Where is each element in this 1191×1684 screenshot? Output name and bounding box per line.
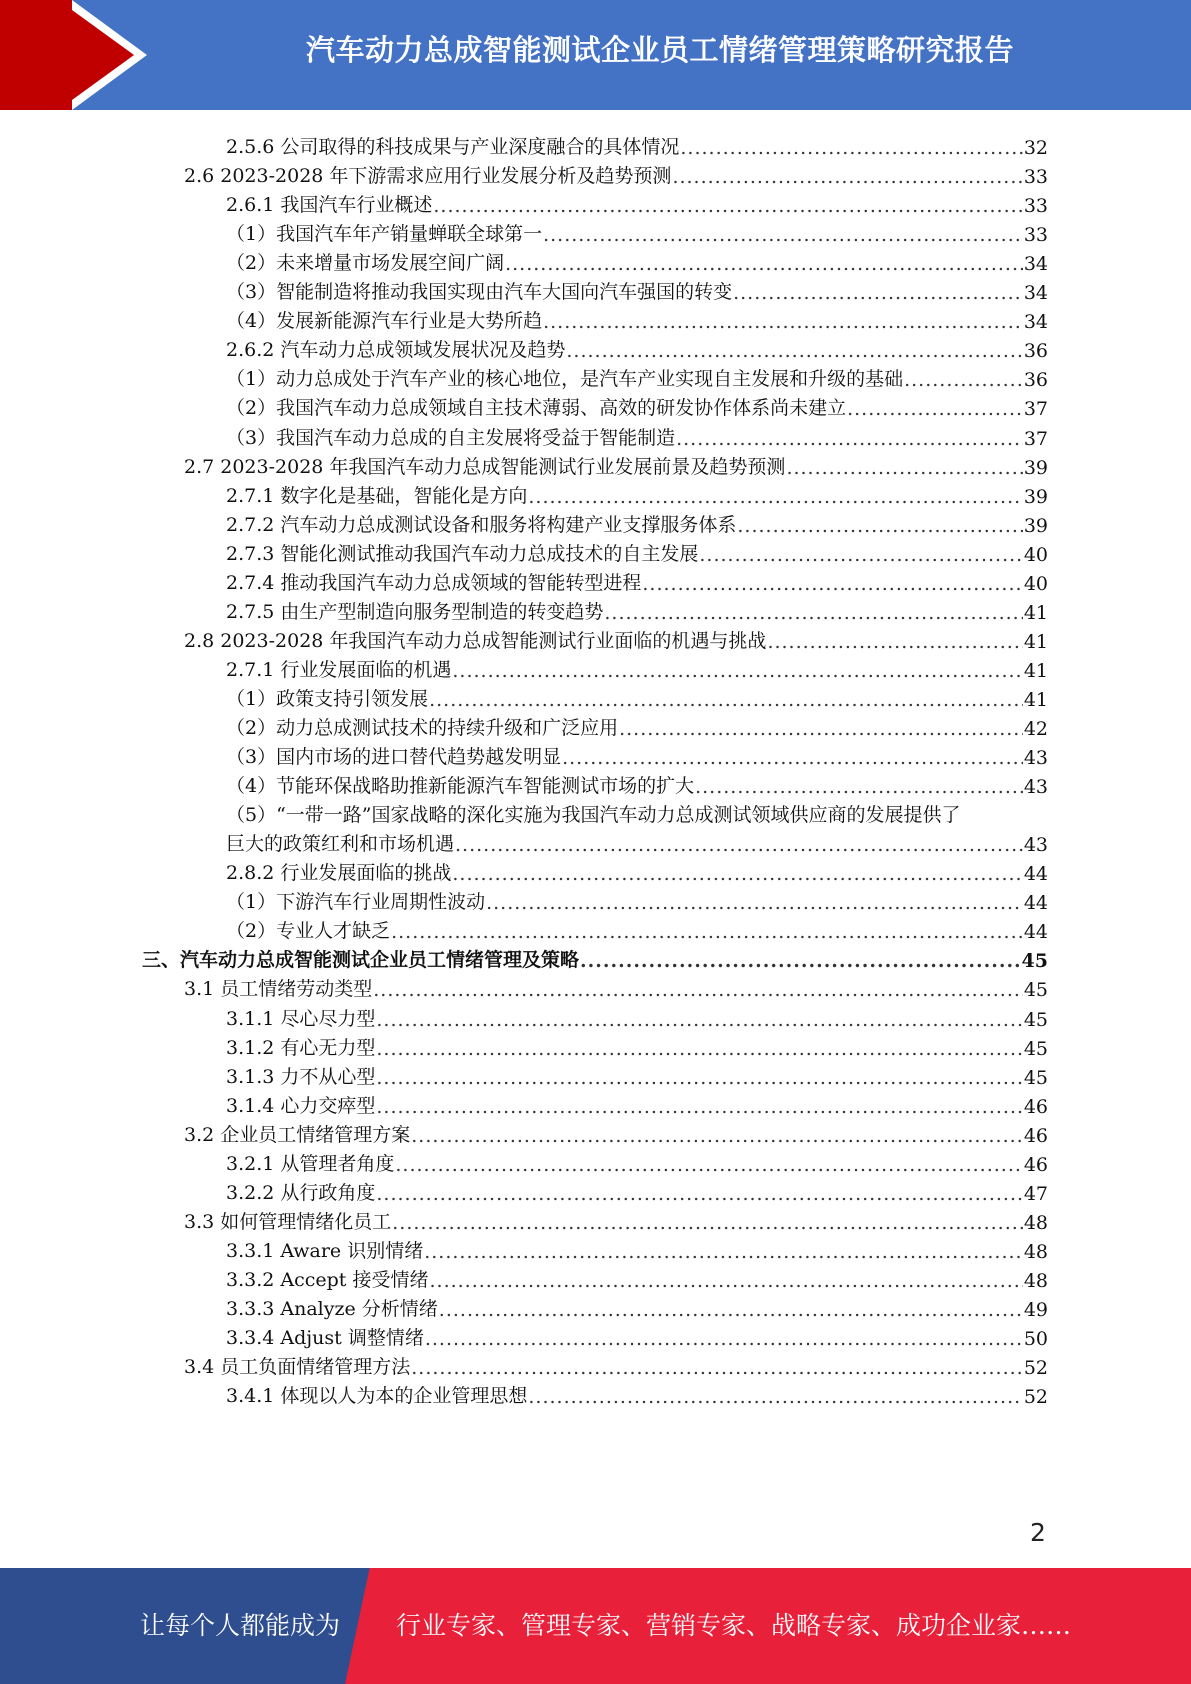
toc-entry[interactable] bbox=[226, 825, 1048, 856]
toc-entry[interactable] bbox=[184, 1116, 1048, 1147]
toc-entry-title: 2.7.2 汽车动力总成测试设备和服务将构建产业支撑服务体系 bbox=[226, 513, 737, 536]
toc-entry-title: 3.4.1 体现以人为本的企业管理思想 bbox=[226, 1385, 528, 1408]
toc-entry-page: 46 bbox=[1023, 1095, 1048, 1118]
toc-entry[interactable] bbox=[226, 273, 1048, 304]
toc-entry-title: 2.5.6 公司取得的科技成果与产业深度融合的具体情况 bbox=[226, 136, 680, 158]
toc-entry-title: 3.2 企业员工情绪管理方案 bbox=[184, 1123, 411, 1146]
toc-dot-leader bbox=[391, 921, 1023, 943]
toc-dot-leader bbox=[528, 486, 1022, 508]
toc-entry-page: 48 bbox=[1023, 1211, 1048, 1234]
toc-entry[interactable] bbox=[226, 302, 1048, 333]
footer-slogan-right: 行业专家、管理专家、营销专家、战略专家、成功企业家…… bbox=[396, 1611, 1072, 1640]
toc-entry[interactable] bbox=[226, 331, 1048, 362]
toc-dot-leader bbox=[424, 1241, 1023, 1263]
toc-dot-leader bbox=[376, 1038, 1022, 1060]
toc-entry-title: 2.7 2023-2028 年我国汽车动力总成智能测试行业发展前景及趋势预测 bbox=[184, 455, 786, 478]
toc-dot-leader bbox=[395, 1154, 1022, 1176]
toc-entry-page: 37 bbox=[1023, 427, 1048, 450]
toc-dot-leader bbox=[392, 1212, 1023, 1234]
toc-dot-leader bbox=[486, 892, 1023, 914]
toc-entry[interactable] bbox=[226, 535, 1048, 566]
toc-entry-title: 2.7.4 推动我国汽车动力总成领域的智能转型进程 bbox=[226, 571, 642, 594]
toc-entry-page: 36 bbox=[1023, 340, 1048, 363]
toc-entry[interactable] bbox=[226, 128, 1048, 159]
toc-entry-title: （3）国内市场的进口替代趋势越发明显 bbox=[226, 746, 562, 769]
toc-entry-title: 3.3.1 Aware 识别情绪 bbox=[226, 1239, 424, 1262]
toc-entry[interactable] bbox=[226, 680, 1048, 711]
toc-dot-leader bbox=[566, 340, 1022, 362]
toc-entry-title: 3.3.2 Accept 接受情绪 bbox=[226, 1268, 429, 1291]
toc-entry-title: 2.7.1 数字化是基础，智能化是方向 bbox=[226, 484, 528, 507]
toc-entry-title: （2）动力总成测试技术的持续升级和广泛应用 bbox=[226, 717, 619, 739]
toc-dot-leader bbox=[505, 253, 1023, 275]
toc-dot-leader bbox=[376, 1183, 1022, 1205]
toc-dot-leader bbox=[904, 369, 1023, 391]
toc-entry-title: 3.2.1 从管理者角度 bbox=[226, 1152, 395, 1175]
toc-entry-page: 34 bbox=[1023, 282, 1048, 305]
toc-entry[interactable] bbox=[226, 1290, 1048, 1321]
toc-entry[interactable] bbox=[184, 448, 1048, 479]
toc-entry-title: （1）动力总成处于汽车产业的核心地位，是汽车产业实现自主发展和升级的基础 bbox=[226, 368, 904, 391]
report-title: 汽车动力总成智能测试企业员工情绪管理策略研究报告 bbox=[305, 33, 1014, 67]
toc-dot-leader bbox=[699, 544, 1022, 566]
toc-entry-page: 49 bbox=[1023, 1299, 1048, 1321]
toc-entry-page: 43 bbox=[1023, 776, 1048, 799]
toc-entry[interactable] bbox=[226, 709, 1048, 740]
toc-dot-leader bbox=[676, 428, 1023, 450]
toc-entry-title: （5）“一带一路”国家战略的深化实施为我国汽车动力总成测试领域供应商的发展提供了 bbox=[226, 804, 961, 827]
toc-entry-title: （2）未来增量市场发展空间广阔 bbox=[226, 252, 505, 275]
toc-dot-leader bbox=[452, 660, 1022, 682]
toc-entry-page: 52 bbox=[1023, 1386, 1048, 1409]
toc-entry-title: 2.6.2 汽车动力总成领域发展状况及趋势 bbox=[226, 339, 566, 362]
toc-entry[interactable] bbox=[226, 244, 1048, 275]
toc-entry-page: 46 bbox=[1023, 1124, 1048, 1147]
toc-entry[interactable] bbox=[226, 651, 1048, 682]
toc-entry-page: 44 bbox=[1023, 892, 1048, 915]
toc-dot-leader bbox=[847, 398, 1023, 420]
toc-entry[interactable] bbox=[226, 186, 1048, 217]
toc-dot-leader bbox=[455, 834, 1023, 856]
toc-entry-page: 32 bbox=[1023, 137, 1048, 159]
toc-entry-page: 45 bbox=[1021, 950, 1048, 973]
toc-dot-leader bbox=[411, 1125, 1023, 1147]
toc-dot-leader bbox=[543, 311, 1023, 333]
toc-dot-leader bbox=[680, 137, 1022, 159]
toc-dot-leader bbox=[433, 195, 1022, 217]
toc-entry[interactable] bbox=[226, 1087, 1048, 1118]
toc-entry-page: 50 bbox=[1023, 1328, 1048, 1351]
toc-entry-page: 48 bbox=[1023, 1269, 1048, 1292]
toc-entry[interactable] bbox=[226, 1174, 1048, 1205]
toc-dot-leader bbox=[562, 747, 1023, 769]
toc-entry-page: 39 bbox=[1023, 456, 1048, 479]
toc-entry-page: 40 bbox=[1023, 543, 1048, 566]
toc-entry-page: 43 bbox=[1023, 747, 1048, 770]
toc-dot-leader bbox=[642, 573, 1022, 595]
toc-entry[interactable] bbox=[226, 1058, 1048, 1089]
toc-entry-title: （1）政策支持引领发展 bbox=[226, 687, 429, 710]
toc-entry-page: 46 bbox=[1023, 1153, 1048, 1176]
toc-dot-leader bbox=[411, 1357, 1023, 1379]
toc-entry-page: 41 bbox=[1023, 630, 1048, 653]
toc-dot-leader bbox=[604, 602, 1022, 624]
toc-entry-page: 44 bbox=[1023, 921, 1048, 944]
toc-entry-page: 47 bbox=[1023, 1182, 1048, 1205]
toc-entry[interactable] bbox=[226, 215, 1048, 246]
toc-entry-page: 36 bbox=[1023, 369, 1048, 392]
toc-dot-leader bbox=[695, 776, 1023, 798]
header-chevron-red bbox=[72, 10, 134, 100]
toc-entry-title: （2）专业人才缺乏 bbox=[226, 920, 391, 943]
toc-entry[interactable] bbox=[226, 564, 1048, 595]
toc-entry-title: （3）我国汽车动力总成的自主发展将受益于智能制造 bbox=[226, 426, 676, 449]
toc-entry[interactable] bbox=[226, 1029, 1048, 1060]
toc-entry[interactable] bbox=[184, 1203, 1048, 1234]
toc-entry-title: 3.1.2 有心无力型 bbox=[226, 1036, 376, 1059]
toc-entry-title: 3.3.4 Adjust 调整情绪 bbox=[226, 1327, 424, 1350]
toc-dot-leader bbox=[376, 1067, 1022, 1089]
toc-entry-page: 41 bbox=[1023, 659, 1048, 682]
toc-entry-page: 48 bbox=[1023, 1240, 1048, 1263]
toc-entry-page: 34 bbox=[1023, 253, 1048, 276]
toc-entry[interactable] bbox=[226, 1232, 1048, 1263]
page-number: 2 bbox=[1030, 1518, 1046, 1547]
toc-dot-leader bbox=[376, 1096, 1022, 1118]
toc-entry-page: 52 bbox=[1023, 1357, 1048, 1380]
toc-dot-leader bbox=[733, 282, 1023, 304]
toc-entry-page: 43 bbox=[1023, 834, 1048, 857]
toc-entry-page: 44 bbox=[1023, 863, 1048, 886]
toc-entry-title: （1）下游汽车行业周期性波动 bbox=[226, 891, 486, 914]
toc-entry[interactable] bbox=[226, 419, 1048, 450]
toc-entry-page: 39 bbox=[1023, 514, 1048, 537]
toc-entry-page: 45 bbox=[1023, 1037, 1048, 1060]
header-red-block bbox=[0, 0, 72, 110]
toc-dot-leader bbox=[425, 1328, 1023, 1350]
toc-entry[interactable] bbox=[226, 360, 1048, 391]
toc-entry[interactable] bbox=[184, 157, 1048, 188]
toc-entry-page: 41 bbox=[1023, 688, 1048, 711]
page-footer bbox=[0, 1568, 1191, 1684]
toc-entry-page: 45 bbox=[1023, 979, 1048, 1002]
toc-dot-leader bbox=[767, 631, 1022, 653]
toc-entry[interactable] bbox=[226, 1377, 1048, 1408]
toc-entry-page: 34 bbox=[1023, 311, 1048, 334]
toc-dot-leader bbox=[528, 1386, 1022, 1408]
toc-entry-title: 3.1.4 心力交瘁型 bbox=[226, 1094, 376, 1117]
toc-entry-title: 巨大的政策红利和市场机遇 bbox=[226, 833, 455, 856]
toc-entry-title: 3.1 员工情绪劳动类型 bbox=[184, 978, 373, 1001]
toc-dot-leader bbox=[672, 166, 1022, 188]
toc-entry-title: 2.7.3 智能化测试推动我国汽车动力总成技术的自主发展 bbox=[226, 542, 699, 565]
toc-entry-title: 3.1.1 尽心尽力型 bbox=[226, 1007, 376, 1030]
toc-dot-leader bbox=[580, 950, 1021, 972]
toc-entry-page: 33 bbox=[1023, 224, 1048, 247]
toc-dot-leader bbox=[429, 689, 1023, 711]
toc-entry[interactable] bbox=[226, 883, 1048, 914]
toc-entry-title: 2.8.2 行业发展面临的挑战 bbox=[226, 862, 452, 885]
toc-dot-leader bbox=[429, 1270, 1022, 1292]
toc-entry[interactable] bbox=[226, 477, 1048, 508]
toc-entry-title: 3.3 如何管理情绪化员工 bbox=[184, 1210, 392, 1233]
toc-entry[interactable] bbox=[226, 912, 1048, 943]
toc-dot-leader bbox=[452, 863, 1022, 885]
toc-entry-title: 2.8 2023-2028 年我国汽车动力总成智能测试行业面临的机遇与挑战 bbox=[184, 629, 767, 652]
toc-dot-leader bbox=[737, 515, 1022, 537]
toc-dot-leader bbox=[543, 224, 1023, 246]
toc-entry[interactable] bbox=[226, 767, 1048, 798]
toc-entry-page: 33 bbox=[1023, 166, 1048, 189]
toc-entry[interactable] bbox=[226, 738, 1048, 769]
toc-entry-title: 2.6.1 我国汽车行业概述 bbox=[226, 194, 433, 217]
toc-entry-title: （1）我国汽车年产销量蝉联全球第一 bbox=[226, 223, 543, 246]
toc-entry-title: 2.7.5 由生产型制造向服务型制造的转变趋势 bbox=[226, 600, 604, 623]
toc-entry-title: （4）节能环保战略助推新能源汽车智能测试市场的扩大 bbox=[226, 775, 695, 798]
toc-entry-page: 33 bbox=[1023, 195, 1048, 218]
toc-entry-title: 2.6 2023-2028 年下游需求应用行业发展分析及趋势预测 bbox=[184, 165, 672, 188]
toc-entry[interactable] bbox=[226, 1319, 1048, 1350]
toc-dot-leader bbox=[376, 1009, 1022, 1031]
toc-entry-page: 39 bbox=[1023, 485, 1048, 508]
report-header bbox=[0, 0, 1191, 110]
toc-entry[interactable] bbox=[226, 506, 1048, 537]
toc-entry-title: （4）发展新能源汽车行业是大势所趋 bbox=[226, 310, 543, 333]
toc-entry-title: 3.1.3 力不从心型 bbox=[226, 1065, 376, 1088]
toc-entry-title: 2.7.1 行业发展面临的机遇 bbox=[226, 658, 452, 681]
toc-entry[interactable] bbox=[184, 970, 1048, 1001]
toc-entry[interactable] bbox=[226, 389, 1048, 420]
toc-entry-title: （3）智能制造将推动我国实现由汽车大国向汽车强国的转变 bbox=[226, 281, 733, 304]
toc-entry-title: （2）我国汽车动力总成领域自主技术薄弱、高效的研发协作体系尚未建立 bbox=[226, 397, 847, 420]
toc-entry[interactable] bbox=[226, 593, 1048, 624]
toc-entry-page: 41 bbox=[1023, 601, 1048, 624]
toc-entry[interactable] bbox=[184, 1348, 1048, 1379]
toc-dot-leader bbox=[439, 1299, 1023, 1321]
footer-slogan-left: 让每个人都能成为 bbox=[140, 1611, 341, 1640]
toc-entry-page: 45 bbox=[1023, 1066, 1048, 1089]
toc-entry[interactable] bbox=[226, 1000, 1048, 1031]
toc-dot-leader bbox=[619, 718, 1023, 740]
toc-dot-leader bbox=[786, 457, 1022, 479]
toc-entry-page: 37 bbox=[1023, 398, 1048, 421]
toc-entry-title: 三、汽车动力总成智能测试企业员工情绪管理及策略 bbox=[142, 949, 580, 972]
toc-entry[interactable] bbox=[184, 622, 1048, 653]
toc-dot-leader bbox=[373, 979, 1023, 1001]
toc-entry-title: 3.3.3 Analyze 分析情绪 bbox=[226, 1298, 438, 1320]
toc-entry[interactable] bbox=[226, 796, 1048, 827]
toc-entry[interactable] bbox=[142, 941, 1048, 972]
toc-entry-page: 42 bbox=[1023, 718, 1048, 740]
toc-entry[interactable] bbox=[226, 854, 1048, 885]
toc-entry-title: 3.2.2 从行政角度 bbox=[226, 1181, 376, 1204]
toc-entry-page: 40 bbox=[1023, 572, 1048, 595]
toc-entry-page: 45 bbox=[1023, 1008, 1048, 1031]
toc-entry[interactable] bbox=[226, 1261, 1048, 1292]
toc-entry[interactable] bbox=[226, 1145, 1048, 1176]
toc-entry-title: 3.4 员工负面情绪管理方法 bbox=[184, 1356, 411, 1379]
